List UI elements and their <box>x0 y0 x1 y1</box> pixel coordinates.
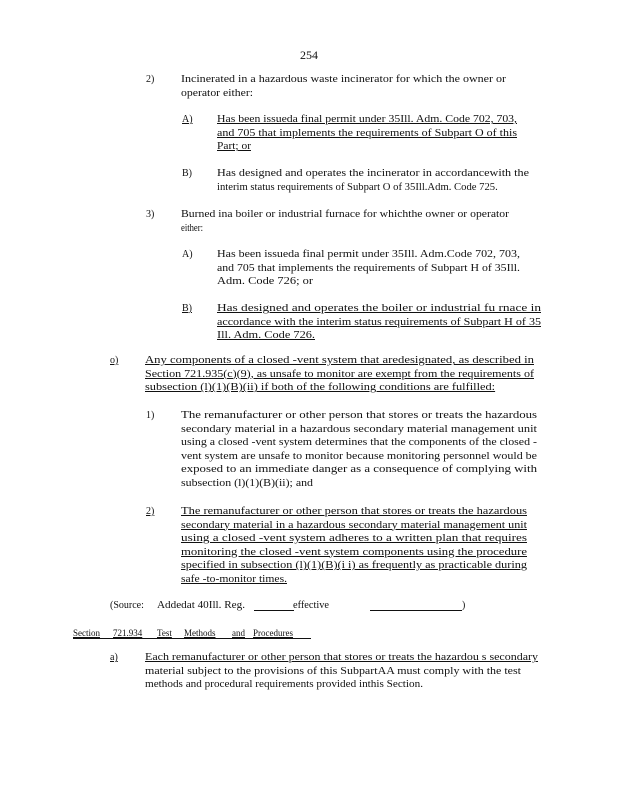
text-line: Has designed and operates the boiler or industrial fu rnace in <box>217 303 541 314</box>
section-title: Procedures <box>253 628 293 638</box>
text-line: secondary material in a hazardous secondary material management unit <box>181 519 527 531</box>
section-word: Section <box>73 628 100 638</box>
section-number: 721.934 <box>113 628 143 638</box>
source-effective: effective <box>293 600 329 611</box>
text-line: subsection (l)(1)(B)(ii) if both of the following conditions are fulfilled: <box>145 382 496 393</box>
item-label: B) <box>182 168 192 179</box>
item-label: 2) <box>146 74 155 85</box>
text-line: exposed to an immediate danger as a consequence of complying with <box>181 464 537 475</box>
text-line: safe -to-monitor times. <box>181 573 287 585</box>
text-line: Adm. Code 726; or <box>217 276 313 287</box>
source-close: ) <box>462 600 466 611</box>
item-label: a) <box>110 652 118 663</box>
text-line: Part; or <box>217 141 251 152</box>
page-number: 254 <box>300 48 318 62</box>
text-line: Each remanufacturer or other person that stores or treats the hazardou s secondary <box>145 652 538 663</box>
text-line: Has been issueda final permit under 35Ill. Adm.Code 702, 703, <box>217 249 520 260</box>
source-blank-date <box>370 610 462 611</box>
text-line: Ill. Adm. Code 726. <box>217 330 315 341</box>
text-line: operator either: <box>181 87 253 99</box>
source-blank-register <box>254 610 294 611</box>
text-line: interim status requirements of Subpart O of 35Ill.Adm. Code 725. <box>217 181 498 193</box>
source-added: Addedat 40Ill. Reg. <box>157 600 245 611</box>
source-prefix: (Source: <box>110 600 144 611</box>
section-title: Methods <box>184 628 216 638</box>
item-label: A) <box>182 114 193 125</box>
text-line: accordance with the interim status requirements of Subpart H of 35 <box>217 316 541 328</box>
text-line: methods and procedural requirements provided inthis Section. <box>145 679 423 690</box>
text-line: and 705 that implements the requirements of Subpart O of this <box>217 127 517 139</box>
text-line: Has designed and operates the incinerator in accordancewith the <box>217 168 529 179</box>
text-line: secondary material in a hazardous secondary material management unit <box>181 423 537 435</box>
text-line: specified in subsection (l)(1)(B)(i i) as frequently as practicable during <box>181 560 527 571</box>
text-line: Any components of a closed -vent system that aredesignated, as described in <box>145 355 534 366</box>
item-label: 3) <box>146 209 155 220</box>
text-line: Section 721.935(c)(9), as unsafe to monitor are exempt from the requirements of <box>145 368 534 380</box>
text-line: Has been issueda final permit under 35Ill. Adm. Code 702, 703, <box>217 114 517 125</box>
text-line: subsection (l)(1)(B)(ii); and <box>181 477 313 489</box>
text-line: Incinerated in a hazardous waste incinerator for which the owner or <box>181 74 506 85</box>
text-line: material subject to the provisions of this SubpartAA must comply with the test <box>145 665 521 677</box>
text-line: and 705 that implements the requirements of Subpart H of 35Ill. <box>217 262 520 274</box>
text-line: using a closed -vent system determines that the components of the closed - <box>181 437 537 448</box>
text-line: vent system are unsafe to monitor because monitoring personnel would be <box>181 450 537 462</box>
section-title: and <box>232 628 245 638</box>
item-label: 2) <box>146 506 155 517</box>
item-label: B) <box>182 303 192 314</box>
item-label: A) <box>182 249 193 260</box>
text-line: using a closed -vent system adheres to a written plan that requires <box>181 533 527 544</box>
text-line: Burned ina boiler or industrial furnace for whichthe owner or operator <box>181 209 509 220</box>
section-title: Test <box>157 628 172 638</box>
item-label: o) <box>110 355 119 366</box>
text-line: either: <box>181 222 203 234</box>
text-line: The remanufacturer or other person that stores or treats the hazardous <box>181 506 527 517</box>
text-line: The remanufacturer or other person that stores or treats the hazardous <box>181 410 537 421</box>
text-line: monitoring the closed -vent system components using the procedure <box>181 546 527 558</box>
section-header-rule <box>73 638 311 639</box>
item-label: 1) <box>146 410 155 421</box>
